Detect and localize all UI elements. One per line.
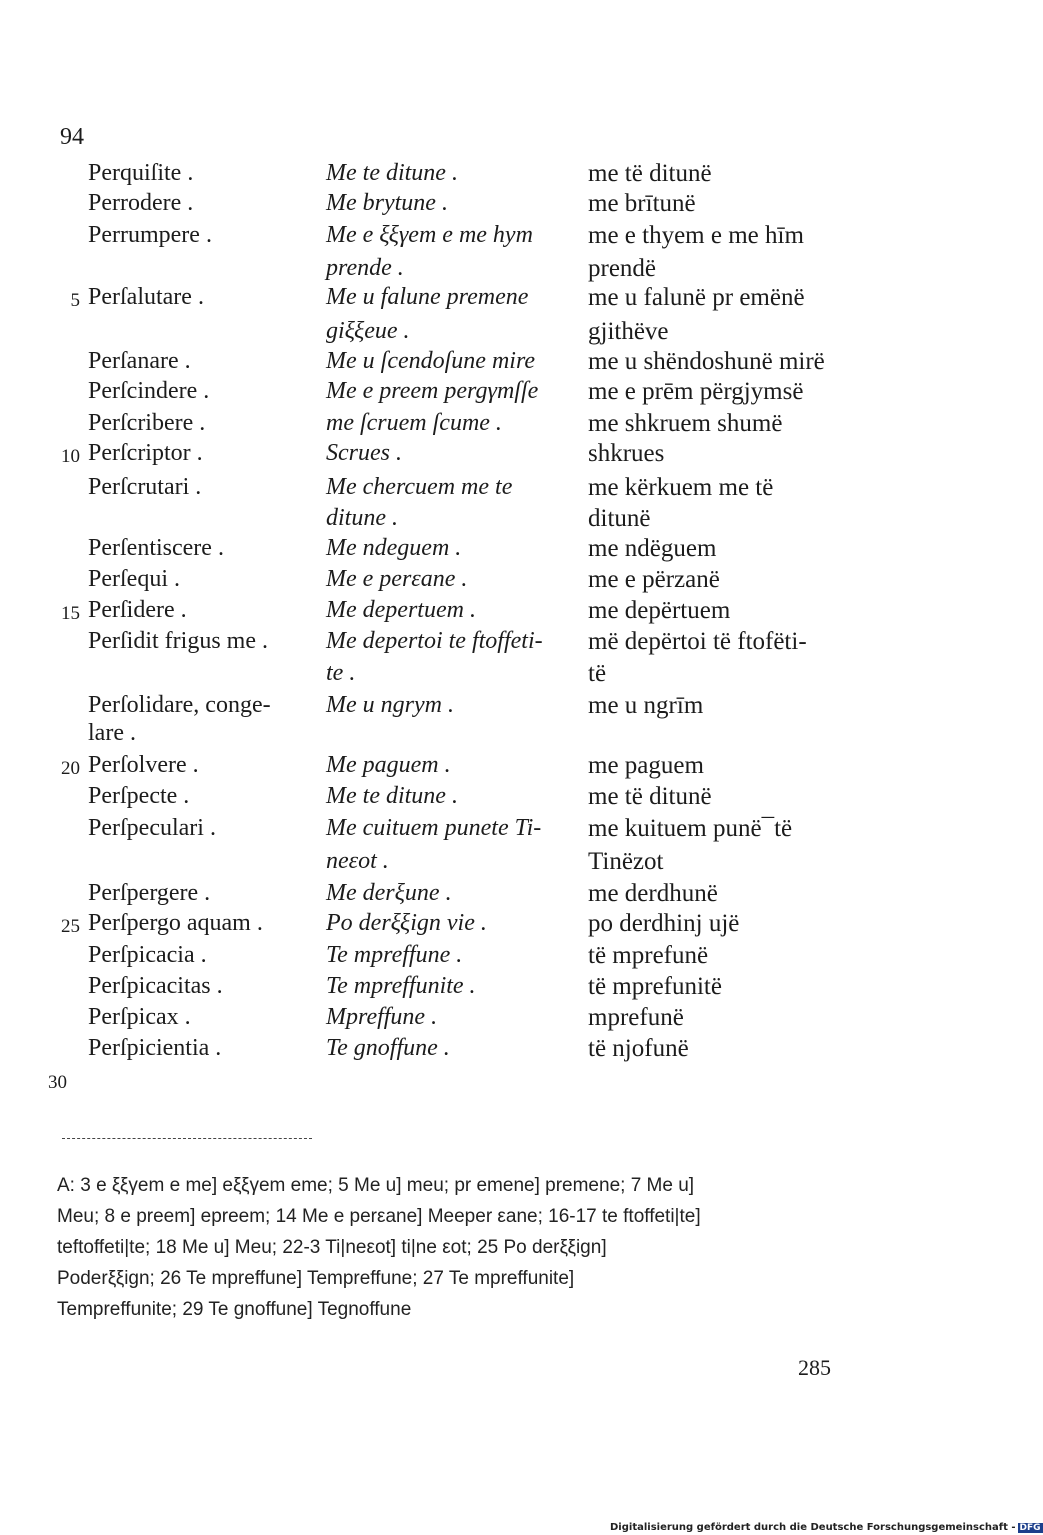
latin-term: Perſcindere .: [88, 378, 210, 404]
albanian-transcription: me ndëguem: [588, 535, 717, 562]
entry-row: [0, 410, 1000, 440]
entry-row: [0, 348, 1000, 378]
latin-term: Perſentiscere .: [88, 535, 224, 561]
entry-row: [0, 1035, 1000, 1065]
albanian-transcription: me e prēm përgjymsë: [588, 378, 804, 405]
albanian-transcription: gjithëve: [588, 318, 669, 345]
note-line: Tempreffunite; 29 Te gnoffune] Tegnoffune: [57, 1299, 412, 1320]
page-number-top: 94: [60, 124, 84, 150]
italian-gloss: Me u ngrym .: [326, 692, 454, 718]
latin-term: Perſolidare, conge-: [88, 692, 271, 718]
line-number: 5: [70, 290, 80, 311]
albanian-transcription: të: [588, 660, 607, 687]
albanian-transcription: me u falunë pr emënë: [588, 284, 805, 311]
entry-row: [0, 783, 1000, 813]
latin-term: Perſcrutari .: [88, 474, 202, 500]
albanian-transcription: mprefunë: [588, 1004, 684, 1031]
note-line: teftoffeti|te; 18 Me u] Meu; 22-3 Ti|neεot] ti|ne εot; 25 Po derξξign]: [57, 1237, 607, 1258]
latin-term: Perſpicacitas .: [88, 973, 223, 999]
latin-term: Perſanare .: [88, 348, 191, 374]
albanian-transcription: me kuituem punë¯të: [588, 815, 793, 842]
line-number: 20: [61, 758, 80, 779]
italian-gloss: Po derξξign vie .: [326, 910, 487, 936]
line-number: 15: [61, 603, 80, 624]
entry-row: [0, 378, 1000, 408]
credit-text: Digitalisierung gefördert durch die Deutsche Forschungsgemeinschaft -: [610, 1522, 1016, 1533]
italian-gloss: Me u ſcendoſune mire: [326, 348, 536, 374]
entry-row: [0, 190, 1000, 220]
entry-row: [0, 440, 1000, 470]
albanian-transcription: me paguem: [588, 752, 704, 779]
albanian-transcription: me u shëndoshunë mirë: [588, 348, 825, 375]
albanian-transcription: të njofunë: [588, 1035, 689, 1062]
italian-gloss: Mpreffune .: [326, 1004, 438, 1030]
entry-row: [0, 160, 1000, 190]
note-line: A: 3 e ξξγem e me] eξξγem eme; 5 Me u] meu; pr emene] premene; 7 Me u]: [57, 1175, 695, 1196]
latin-term: Perrumpere .: [88, 222, 212, 248]
italian-gloss: neεot .: [326, 848, 389, 874]
entry-row: [0, 222, 1000, 252]
italian-gloss: Me ndeguem .: [326, 535, 462, 561]
italian-gloss: Me e ξξγem e me hym: [326, 222, 533, 248]
albanian-transcription: po derdhinj ujë: [588, 910, 740, 937]
albanian-transcription: me u ngrīm: [588, 692, 704, 719]
albanian-transcription: me të ditunë: [588, 160, 712, 187]
italian-gloss: Me u falune premene: [326, 284, 529, 310]
latin-term: Perſpicax .: [88, 1004, 191, 1030]
entry-row: [0, 597, 1000, 627]
albanian-transcription: prendë: [588, 255, 657, 282]
italian-gloss: Me e preem pergγmſſe: [326, 378, 539, 404]
albanian-transcription: të mprefunitë: [588, 973, 722, 1000]
italian-gloss: prende .: [326, 255, 404, 281]
latin-term: Perrodere .: [88, 190, 194, 216]
italian-gloss: Me brytune .: [326, 190, 448, 216]
italian-gloss: te .: [326, 660, 356, 686]
latin-term: lare .: [88, 720, 136, 746]
latin-term: Perſpicacia .: [88, 942, 207, 968]
page-number-bottom: 285: [798, 1355, 831, 1380]
entry-row: [0, 973, 1000, 1003]
entry-row: [0, 318, 1000, 348]
apparatus-notes: [57, 1170, 857, 1325]
italian-gloss: Me derξune .: [326, 880, 452, 906]
albanian-transcription: me e përzanë: [588, 566, 720, 593]
italian-gloss: Te mpreffunite .: [326, 973, 476, 999]
entry-row: [0, 815, 1000, 845]
latin-term: Perſpicientia .: [88, 1035, 222, 1061]
entry-row: [0, 1004, 1000, 1034]
italian-gloss: Me paguem .: [326, 752, 451, 778]
latin-term: Perſidere .: [88, 597, 187, 623]
latin-term: Perſcribere .: [88, 410, 206, 436]
entry-row: [0, 255, 1000, 285]
entry-row: [0, 880, 1000, 910]
italian-gloss: giξξeue .: [326, 318, 410, 344]
entry-row: [0, 848, 1000, 878]
entry-row: [0, 474, 1000, 504]
albanian-transcription: me depërtuem: [588, 597, 731, 624]
italian-gloss: Scrues .: [326, 440, 402, 466]
albanian-transcription: me shkruem shumë: [588, 410, 783, 437]
albanian-transcription: më depërtoi të ftofëti-: [588, 628, 807, 655]
entry-row: [0, 505, 1000, 535]
italian-gloss: Me e perεane .: [326, 566, 468, 592]
entry-row: [0, 566, 1000, 596]
latin-term: Perſolvere .: [88, 752, 199, 778]
albanian-transcription: me kërkuem me të: [588, 474, 774, 501]
entry-row: [0, 284, 1000, 314]
line-number: 30: [48, 1072, 67, 1093]
entry-row: [0, 692, 1000, 722]
latin-term: Perſalutare .: [88, 284, 204, 310]
italian-gloss: me ſcruem ſcume .: [326, 410, 502, 436]
albanian-transcription: me e thyem e me hīm: [588, 222, 804, 249]
italian-gloss: Me te ditune .: [326, 160, 458, 186]
albanian-transcription: Tinëzot: [588, 848, 664, 875]
albanian-transcription: me derdhunë: [588, 880, 718, 907]
entry-row: [0, 628, 1000, 658]
latin-term: Perſpeculari .: [88, 815, 216, 841]
albanian-transcription: shkrues: [588, 440, 665, 467]
latin-term: Perſpecte .: [88, 783, 190, 809]
italian-gloss: Me cuituem punete Ti-: [326, 815, 542, 841]
entry-row: [0, 942, 1000, 972]
latin-term: Perſpergere .: [88, 880, 211, 906]
note-line: Poderξξign; 26 Te mpreffune] Tempreffune; 27 Te mpreffunite]: [57, 1268, 575, 1289]
line-number: 10: [61, 446, 80, 467]
entry-row: [0, 910, 1000, 940]
latin-term: Perſcriptor .: [88, 440, 203, 466]
albanian-transcription: ditunë: [588, 505, 651, 532]
italian-gloss: Me chercuem me te: [326, 474, 513, 500]
entry-row: [0, 752, 1000, 782]
italian-gloss: Me depertuem .: [326, 597, 476, 623]
digitization-credit: [610, 1522, 1043, 1533]
italian-gloss: Te gnoffune .: [326, 1035, 450, 1061]
footnote-separator: [62, 1138, 312, 1139]
italian-gloss: Me depertoi te ftoffeti-: [326, 628, 543, 654]
line-number: 25: [61, 916, 80, 937]
albanian-transcription: me brītunë: [588, 190, 696, 217]
latin-term: Perſpergo aquam .: [88, 910, 263, 936]
note-line: Meu; 8 e preem] epreem; 14 Me e perεane] Meeper εane; 16-17 te ftoffeti|te]: [57, 1206, 701, 1227]
italian-gloss: ditune .: [326, 505, 398, 531]
dfg-logo: DFG: [1019, 1523, 1041, 1533]
latin-term: Perſequi .: [88, 566, 180, 592]
entry-row: [0, 535, 1000, 565]
albanian-transcription: të mprefunë: [588, 942, 709, 969]
italian-gloss: Te mpreffune .: [326, 942, 463, 968]
italian-gloss: Me te ditune .: [326, 783, 458, 809]
albanian-transcription: me të ditunë: [588, 783, 712, 810]
latin-term: Perquiſite .: [88, 160, 194, 186]
entry-row: [0, 660, 1000, 690]
latin-term: Perſidit frigus me .: [88, 628, 268, 654]
entry-row: [0, 720, 1000, 750]
